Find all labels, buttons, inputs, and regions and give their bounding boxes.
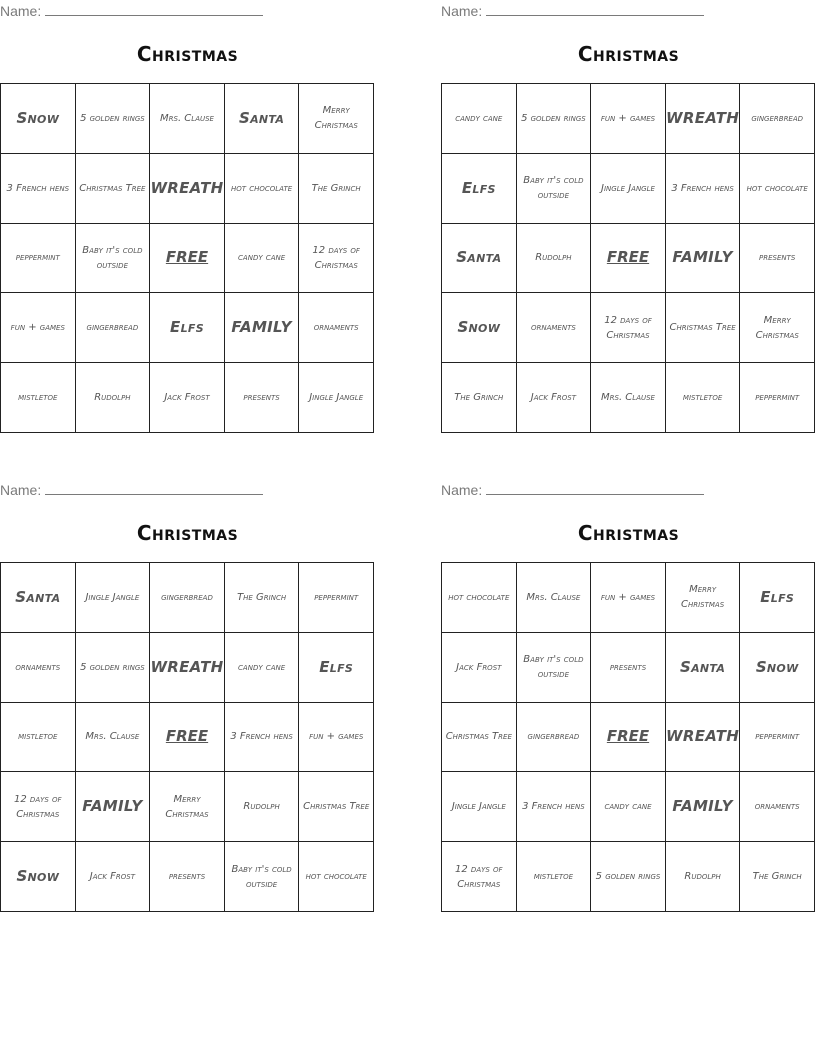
bingo-cell[interactable]: 12 days of Christmas: [1, 772, 76, 842]
bingo-cell[interactable]: Baby it's cold outside: [517, 633, 592, 703]
name-label: Name:: [441, 3, 483, 19]
name-label: Name:: [0, 3, 42, 19]
bingo-cell[interactable]: mistletoe: [517, 842, 592, 912]
bingo-cell[interactable]: Jack Frost: [517, 363, 592, 433]
bingo-cell[interactable]: Jingle Jangle: [591, 154, 666, 224]
bingo-cell[interactable]: peppermint: [740, 703, 815, 773]
bingo-cell[interactable]: gingerbread: [150, 563, 225, 633]
card-title: Christmas: [577, 42, 680, 66]
bingo-cell[interactable]: fun + games: [591, 84, 666, 154]
bingo-cell[interactable]: Snow: [442, 293, 517, 363]
bingo-cell[interactable]: ornaments: [740, 772, 815, 842]
bingo-cell[interactable]: Merry Christmas: [299, 84, 374, 154]
bingo-cell[interactable]: Baby it's cold outside: [76, 224, 151, 294]
bingo-cell[interactable]: FAMILY: [666, 772, 741, 842]
bingo-cell[interactable]: Elfs: [299, 633, 374, 703]
bingo-cell[interactable]: presents: [591, 633, 666, 703]
bingo-cell[interactable]: Jack Frost: [442, 633, 517, 703]
bingo-cell[interactable]: Elfs: [150, 293, 225, 363]
bingo-cell[interactable]: 5 golden rings: [76, 633, 151, 703]
bingo-cell[interactable]: peppermint: [1, 224, 76, 294]
bingo-cell[interactable]: candy cane: [225, 633, 300, 703]
bingo-cell[interactable]: Merry Christmas: [666, 563, 741, 633]
bingo-cell[interactable]: Snow: [1, 84, 76, 154]
bingo-cell[interactable]: WREATH: [666, 703, 741, 773]
bingo-cell[interactable]: The Grinch: [299, 154, 374, 224]
name-field[interactable]: [441, 482, 704, 498]
bingo-cell[interactable]: Mrs. Clause: [150, 84, 225, 154]
bingo-cell[interactable]: Elfs: [442, 154, 517, 224]
bingo-cell[interactable]: ornaments: [1, 633, 76, 703]
card-title: Christmas: [136, 521, 239, 545]
name-blank-line[interactable]: [486, 3, 704, 16]
bingo-cell[interactable]: presents: [150, 842, 225, 912]
bingo-cell[interactable]: Christmas Tree: [299, 772, 374, 842]
bingo-cell[interactable]: FAMILY: [76, 772, 151, 842]
bingo-cell[interactable]: fun + games: [1, 293, 76, 363]
bingo-cell[interactable]: FAMILY: [225, 293, 300, 363]
bingo-cell[interactable]: gingerbread: [740, 84, 815, 154]
name-blank-line[interactable]: [45, 3, 263, 16]
free-space[interactable]: FREE: [150, 224, 225, 294]
bingo-cell[interactable]: The Grinch: [442, 363, 517, 433]
name-field[interactable]: [0, 3, 263, 19]
bingo-cell[interactable]: Rudolph: [517, 224, 592, 294]
name-label: Name:: [441, 482, 483, 498]
bingo-cell[interactable]: peppermint: [299, 563, 374, 633]
bingo-cell[interactable]: Santa: [225, 84, 300, 154]
bingo-cell[interactable]: fun + games: [591, 563, 666, 633]
bingo-cell[interactable]: presents: [225, 363, 300, 433]
bingo-cell[interactable]: Santa: [442, 224, 517, 294]
bingo-cell[interactable]: Snow: [1, 842, 76, 912]
bingo-cell[interactable]: Jingle Jangle: [442, 772, 517, 842]
bingo-cell[interactable]: Snow: [740, 633, 815, 703]
bingo-cell[interactable]: 3 French hens: [1, 154, 76, 224]
name-field[interactable]: [0, 482, 263, 498]
bingo-cell[interactable]: Jack Frost: [76, 842, 151, 912]
bingo-cell[interactable]: WREATH: [150, 633, 225, 703]
bingo-cell[interactable]: hot chocolate: [740, 154, 815, 224]
free-space[interactable]: FREE: [591, 703, 666, 773]
bingo-cell[interactable]: Christmas Tree: [666, 293, 741, 363]
bingo-cell[interactable]: presents: [740, 224, 815, 294]
bingo-cell[interactable]: fun + games: [299, 703, 374, 773]
bingo-cell[interactable]: 3 French hens: [666, 154, 741, 224]
bingo-cell[interactable]: hot chocolate: [299, 842, 374, 912]
bingo-cell[interactable]: ornaments: [299, 293, 374, 363]
name-label: Name:: [0, 482, 42, 498]
bingo-cell[interactable]: Santa: [1, 563, 76, 633]
bingo-cell[interactable]: candy cane: [591, 772, 666, 842]
bingo-cell[interactable]: Christmas Tree: [76, 154, 151, 224]
bingo-card-4: [441, 479, 816, 919]
bingo-cell[interactable]: Mrs. Clause: [76, 703, 151, 773]
bingo-cell[interactable]: 5 golden rings: [76, 84, 151, 154]
bingo-card-2: [441, 0, 816, 440]
bingo-cell[interactable]: Santa: [666, 633, 741, 703]
bingo-cell[interactable]: gingerbread: [517, 703, 592, 773]
bingo-grid: [441, 83, 815, 433]
bingo-cell[interactable]: mistletoe: [1, 363, 76, 433]
bingo-cell[interactable]: Baby it's cold outside: [225, 842, 300, 912]
bingo-cell[interactable]: 5 golden rings: [517, 84, 592, 154]
bingo-cell[interactable]: Jingle Jangle: [76, 563, 151, 633]
bingo-cell[interactable]: Merry Christmas: [740, 293, 815, 363]
bingo-cell[interactable]: WREATH: [666, 84, 741, 154]
bingo-cell[interactable]: The Grinch: [740, 842, 815, 912]
name-field[interactable]: [441, 3, 704, 19]
name-blank-line[interactable]: [486, 482, 704, 495]
bingo-cell[interactable]: Jingle Jangle: [299, 363, 374, 433]
bingo-cell[interactable]: mistletoe: [1, 703, 76, 773]
bingo-cell[interactable]: Jack Frost: [150, 363, 225, 433]
bingo-cell[interactable]: gingerbread: [76, 293, 151, 363]
bingo-cell[interactable]: 5 golden rings: [591, 842, 666, 912]
bingo-grid: [0, 562, 374, 912]
bingo-cell[interactable]: hot chocolate: [225, 154, 300, 224]
bingo-cell[interactable]: candy cane: [225, 224, 300, 294]
bingo-cell[interactable]: 12 days of Christmas: [442, 842, 517, 912]
bingo-grid: [441, 562, 815, 912]
name-blank-line[interactable]: [45, 482, 263, 495]
bingo-cell[interactable]: Merry Christmas: [150, 772, 225, 842]
bingo-grid: [0, 83, 374, 433]
bingo-cell[interactable]: Mrs. Clause: [517, 563, 592, 633]
bingo-cell[interactable]: Christmas Tree: [442, 703, 517, 773]
bingo-card-1: [0, 0, 375, 440]
bingo-cell[interactable]: candy cane: [442, 84, 517, 154]
bingo-cell[interactable]: 3 French hens: [225, 703, 300, 773]
card-title: Christmas: [136, 42, 239, 66]
bingo-cell[interactable]: Rudolph: [76, 363, 151, 433]
card-title: Christmas: [577, 521, 680, 545]
free-space[interactable]: FREE: [591, 224, 666, 294]
bingo-cell[interactable]: 12 days of Christmas: [299, 224, 374, 294]
bingo-cell[interactable]: hot chocolate: [442, 563, 517, 633]
bingo-cell[interactable]: WREATH: [150, 154, 225, 224]
bingo-cell[interactable]: FAMILY: [666, 224, 741, 294]
bingo-cell[interactable]: ornaments: [517, 293, 592, 363]
bingo-cell[interactable]: Rudolph: [225, 772, 300, 842]
bingo-card-3: [0, 479, 375, 919]
bingo-cell[interactable]: Baby it's cold outside: [517, 154, 592, 224]
bingo-cell[interactable]: peppermint: [740, 363, 815, 433]
bingo-cell[interactable]: mistletoe: [666, 363, 741, 433]
bingo-cell[interactable]: 12 days of Christmas: [591, 293, 666, 363]
bingo-cell[interactable]: Elfs: [740, 563, 815, 633]
bingo-cell[interactable]: 3 French hens: [517, 772, 592, 842]
free-space[interactable]: FREE: [150, 703, 225, 773]
bingo-cell[interactable]: Mrs. Clause: [591, 363, 666, 433]
bingo-cell[interactable]: Rudolph: [666, 842, 741, 912]
bingo-cell[interactable]: The Grinch: [225, 563, 300, 633]
